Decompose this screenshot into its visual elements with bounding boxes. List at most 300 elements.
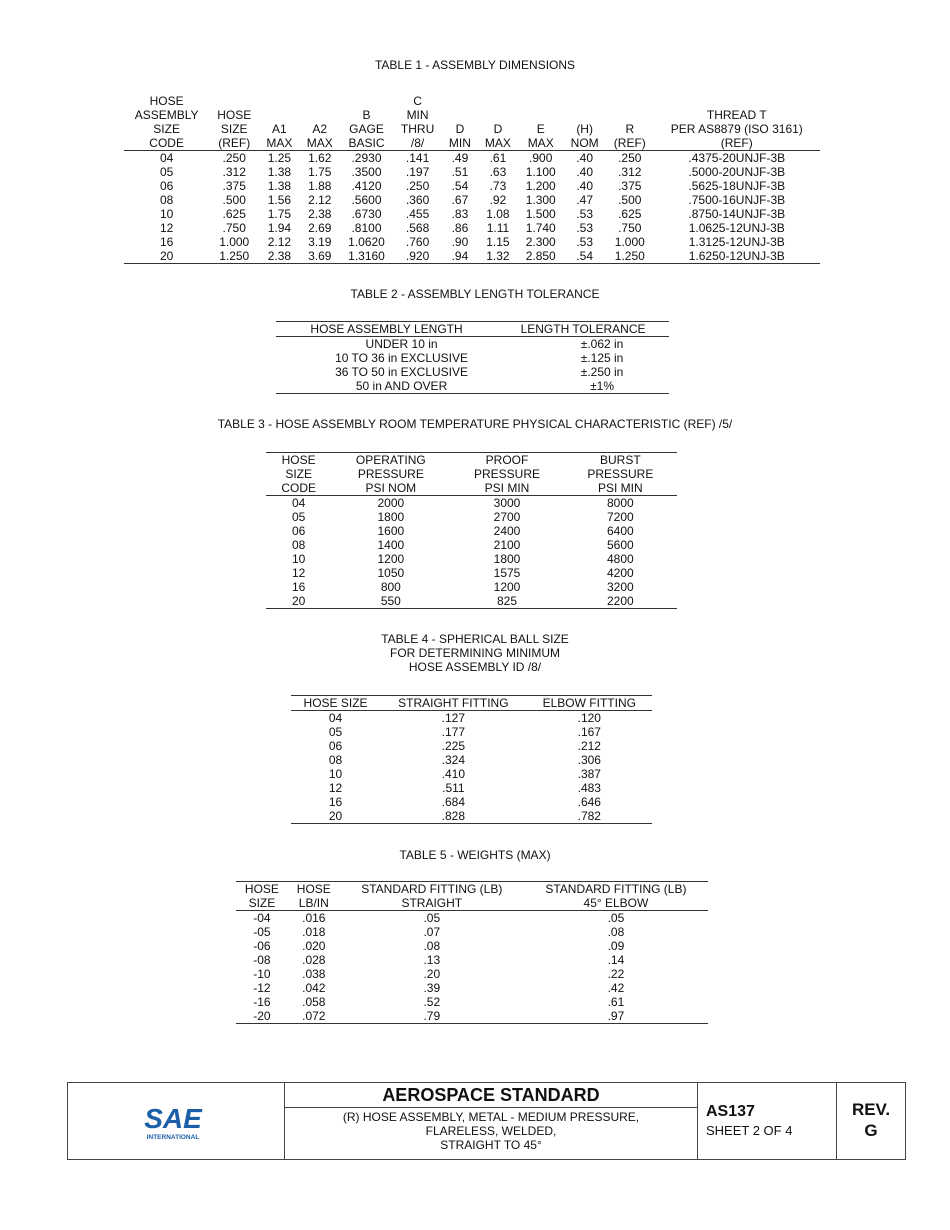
t3-cell: 550	[331, 594, 450, 609]
t1-cell: .40	[576, 179, 593, 193]
t5-cell: -16	[253, 995, 271, 1009]
t1-cell: 1.200	[525, 179, 556, 193]
t1-cell: .568	[405, 221, 430, 235]
t1-cell: .54	[451, 179, 469, 193]
t1-cell: .250	[222, 151, 246, 165]
t5-cell: .05	[423, 911, 441, 925]
t2-cell: ±.062 in	[580, 337, 624, 351]
table-row	[276, 379, 669, 394]
subtitle-line-1: (R) HOSE ASSEMBLY, METAL - MEDIUM PRESSURE,	[342, 1110, 640, 1124]
t1-header-cell: MAX	[478, 136, 518, 151]
table4-title-line-1: TABLE 4 - SPHERICAL BALL SIZE	[381, 632, 569, 646]
table-row	[124, 221, 820, 235]
t4-cell: 12	[328, 781, 343, 795]
t1-cell: .360	[405, 193, 430, 207]
t1-header-cell: NOM	[563, 136, 606, 151]
t1-header-cell	[606, 108, 654, 122]
t1-header-cell: MIN	[406, 108, 429, 122]
t5-cell: .058	[302, 995, 326, 1009]
t1-header-cell: B	[362, 108, 371, 122]
t2-cell: ±.125 in	[580, 351, 624, 365]
t1-cell: 1.250	[606, 249, 654, 264]
t5-header-cell: SIZE	[236, 896, 288, 911]
t1-cell: .40	[576, 151, 593, 165]
t1-cell: 08	[159, 193, 174, 207]
t5-cell: .13	[423, 953, 441, 967]
t1-cell: .312	[222, 165, 246, 179]
t1-cell: .455	[405, 207, 430, 221]
table2-title: TABLE 2 - ASSEMBLY LENGTH TOLERANCE	[350, 287, 600, 301]
t1-cell: .3500	[351, 165, 382, 179]
t5-cell: .61	[607, 995, 625, 1009]
t1-cell: 1.75	[267, 207, 292, 221]
t1-cell: .92	[489, 193, 507, 207]
t4-cell: .177	[441, 725, 466, 739]
t1-cell: 1.32	[478, 249, 518, 264]
t1-header-cell: HOSE	[149, 94, 184, 108]
t1-cell: 2.12	[267, 235, 292, 249]
t1-cell: .920	[393, 249, 442, 264]
t1-cell: .53	[576, 207, 593, 221]
t3-cell: 05	[291, 510, 306, 524]
t1-header-cell	[340, 94, 393, 108]
t1-cell: .54	[563, 249, 606, 264]
t3-cell: 3000	[493, 496, 521, 510]
t3-cell: 1800	[377, 510, 405, 524]
table-row	[124, 207, 820, 221]
t4-cell: .483	[577, 781, 601, 795]
t1-cell: 2.38	[308, 207, 332, 221]
t1-cell: .5600	[351, 193, 382, 207]
t3-cell: 16	[291, 580, 306, 594]
t3-header-cell: HOSE	[266, 453, 331, 468]
t3-cell: 7200	[606, 510, 634, 524]
table-row	[124, 165, 820, 179]
t1-cell: .5625-18UNJF-3B	[688, 179, 786, 193]
t4-cell: .306	[577, 753, 601, 767]
standard-title-cell	[285, 1083, 698, 1159]
t3-header-row	[266, 467, 677, 481]
t5-cell: -20	[236, 1009, 288, 1024]
t1-cell: 1.100	[525, 165, 556, 179]
t3-cell: 04	[291, 496, 306, 510]
t5-cell: .016	[302, 911, 326, 925]
t1-cell: .8750-14UNJF-3B	[688, 207, 786, 221]
t1-header-cell: CODE	[124, 136, 209, 151]
t1-cell: .500	[618, 193, 642, 207]
t3-header-cell: CODE	[266, 481, 331, 496]
t5-header-cell: STANDARD FITTING (LB)	[340, 882, 524, 897]
t1-header-cell: (REF)	[606, 136, 654, 151]
t3-cell: 2100	[493, 538, 521, 552]
table-row	[236, 1009, 708, 1024]
table-row	[291, 753, 652, 767]
t4-cell: .324	[441, 753, 466, 767]
t3-cell: 800	[380, 580, 401, 594]
t1-cell: 1.25	[267, 151, 292, 165]
t1-header-cell: MIN	[442, 136, 478, 151]
table-row	[291, 767, 652, 781]
t1-cell: .83	[451, 207, 469, 221]
t3-cell: 12	[291, 566, 306, 580]
table-row	[236, 939, 708, 953]
t1-cell: .49	[451, 151, 469, 165]
t1-cell: .53	[576, 235, 593, 249]
t3-cell: 825	[450, 594, 563, 609]
t2-header-tolerance: LENGTH TOLERANCE	[497, 322, 669, 337]
t1-cell: 1.08	[486, 207, 510, 221]
t1-header-cell: D	[493, 122, 503, 136]
table-row	[236, 925, 708, 939]
t4-header-hose-size: HOSE SIZE	[291, 696, 380, 711]
table-row	[124, 235, 820, 249]
t1-header-cell: D	[455, 122, 465, 136]
t1-cell: .63	[489, 165, 507, 179]
t1-cell: .625	[618, 207, 642, 221]
t3-header-cell: PRESSURE	[473, 467, 541, 481]
t1-header-cell: MAX	[518, 136, 563, 151]
t4-cell: 06	[328, 739, 343, 753]
t1-cell: .375	[222, 179, 246, 193]
t1-cell: 1.62	[308, 151, 332, 165]
t1-cell: 1.000	[614, 235, 645, 249]
t1-cell: .51	[451, 165, 469, 179]
t2-cell: UNDER 10 in	[365, 337, 438, 351]
subtitle-line-3: STRAIGHT TO 45°	[440, 1138, 542, 1152]
t5-cell: -04	[253, 911, 271, 925]
table-row	[236, 911, 708, 926]
t4-cell: .410	[441, 767, 466, 781]
table-row	[266, 566, 677, 580]
t4-cell: .225	[441, 739, 466, 753]
table-row	[276, 351, 669, 365]
t5-cell: .14	[607, 953, 625, 967]
t4-cell: .127	[441, 711, 466, 725]
table-row	[236, 967, 708, 981]
t5-header-cell: STANDARD FITTING (LB)	[524, 882, 708, 897]
t1-cell: .4375-20UNJF-3B	[688, 151, 786, 165]
t1-header-cell: MAX	[300, 136, 340, 151]
t1-cell: 1.38	[267, 165, 292, 179]
t5-cell: .79	[340, 1009, 524, 1024]
t1-header-cell	[518, 108, 563, 122]
t3-header-cell: PSI NOM	[331, 481, 450, 496]
table-row	[266, 538, 677, 552]
t1-cell: 2.69	[308, 221, 332, 235]
t1-cell: 1.56	[267, 193, 292, 207]
t1-cell: .197	[405, 165, 430, 179]
t1-cell: 2.12	[308, 193, 332, 207]
t1-header-cell	[259, 108, 299, 122]
t1-header-row	[124, 94, 820, 108]
t5-cell: .042	[302, 981, 326, 995]
t1-header-cell: (REF)	[209, 136, 259, 151]
t1-cell: 2.300	[525, 235, 556, 249]
title-block	[67, 1082, 906, 1160]
t2-cell: 50 in AND OVER	[276, 379, 497, 394]
t1-cell: .86	[451, 221, 469, 235]
t1-cell: 1.740	[525, 221, 556, 235]
t1-header-cell	[606, 94, 654, 108]
t5-cell: .038	[302, 967, 326, 981]
t5-cell: .072	[288, 1009, 340, 1024]
t1-header-cell: HOSE	[217, 108, 252, 122]
t3-cell: 6400	[606, 524, 634, 538]
table-row	[291, 781, 652, 795]
t1-cell: .90	[451, 235, 469, 249]
t1-cell: .750	[222, 221, 246, 235]
t1-cell: .4120	[351, 179, 382, 193]
t1-header-cell	[518, 94, 563, 108]
table-row	[276, 337, 669, 352]
t3-header-cell: PSI MIN	[450, 481, 563, 496]
table-row	[266, 594, 677, 609]
t1-header-row	[124, 108, 820, 122]
t3-header-cell: OPERATING	[331, 453, 450, 468]
t5-header-cell: LB/IN	[288, 896, 340, 911]
t1-cell: .40	[576, 165, 593, 179]
table-row	[291, 725, 652, 739]
t1-header-cell: GAGE	[349, 122, 384, 136]
t1-cell: 2.850	[518, 249, 563, 264]
t1-cell: .375	[618, 179, 642, 193]
t5-cell: .52	[423, 995, 441, 1009]
t5-cell: .20	[423, 967, 441, 981]
logo-cell	[68, 1083, 285, 1159]
physical-characteristic-table	[266, 452, 677, 609]
t2-cell: ±.250 in	[580, 365, 624, 379]
t5-cell: .05	[607, 911, 625, 925]
t1-header-cell: SIZE	[153, 122, 180, 136]
t1-header-cell: A1	[272, 122, 287, 136]
subtitle-line-2: FLARELESS, WELDED,	[425, 1124, 557, 1138]
t3-cell: 10	[291, 552, 306, 566]
t1-cell: 1.3160	[340, 249, 393, 264]
t5-cell: -06	[253, 939, 271, 953]
t1-header-cell	[442, 108, 478, 122]
t5-cell: -12	[253, 981, 271, 995]
t1-header-cell: E	[536, 122, 545, 136]
t1-cell: 1.11	[486, 221, 510, 235]
t1-cell: 1.250	[209, 249, 259, 264]
t1-cell: 04	[159, 151, 174, 165]
t1-cell: .73	[489, 179, 507, 193]
t1-header-cell	[259, 94, 299, 108]
weights-table	[236, 881, 708, 1024]
t1-cell: 1.300	[525, 193, 556, 207]
table4-title-line-2: FOR DETERMINING MINIMUM	[390, 646, 560, 660]
t4-cell: .511	[442, 781, 465, 795]
t5-cell: .028	[302, 953, 326, 967]
t3-cell: 1600	[377, 524, 405, 538]
t1-header-cell	[654, 94, 820, 108]
revision-value: G	[864, 1121, 878, 1140]
t2-cell: 36 TO 50 in EXCLUSIVE	[335, 365, 469, 379]
t1-header-cell: PER AS8879 (ISO 3161)	[670, 122, 803, 136]
t3-header-row	[266, 481, 677, 496]
t5-cell: .020	[302, 939, 326, 953]
t1-header-row	[124, 122, 820, 136]
t3-cell: 2400	[493, 524, 521, 538]
table-row	[291, 711, 652, 726]
t5-header-cell: STRAIGHT	[340, 896, 524, 911]
t3-header-cell: BURST	[564, 453, 677, 468]
document-number: AS137	[706, 1103, 755, 1120]
t1-header-cell: SIZE	[220, 122, 248, 136]
t1-header-row	[124, 136, 820, 151]
t1-header-cell: BASIC	[340, 136, 393, 151]
t3-cell: 1200	[377, 552, 405, 566]
table-row	[266, 496, 677, 511]
t3-cell: 1800	[493, 552, 521, 566]
t1-cell: .5000-20UNJF-3B	[688, 165, 786, 179]
t1-cell: 1.75	[308, 165, 332, 179]
t5-cell: .08	[423, 939, 441, 953]
t1-cell: .7500-16UNJF-3B	[688, 193, 786, 207]
t1-cell: 1.88	[308, 179, 332, 193]
table4-title-line-3: HOSE ASSEMBLY ID /8/	[408, 660, 542, 674]
revision	[837, 1099, 905, 1141]
table-row	[236, 953, 708, 967]
table-row	[266, 524, 677, 538]
t1-header-cell: THREAD T	[706, 108, 767, 122]
t2-cell: ±1%	[497, 379, 669, 394]
t1-cell: 1.500	[525, 207, 556, 221]
sae-logo	[138, 1101, 208, 1141]
t3-cell: 2000	[377, 496, 405, 510]
t3-cell: 2200	[564, 594, 677, 609]
t1-cell: 1.15	[486, 235, 510, 249]
t1-header-cell: /8/	[393, 136, 442, 151]
t5-cell: .018	[302, 925, 326, 939]
t3-cell: 8000	[606, 496, 634, 510]
t1-header-cell	[300, 108, 340, 122]
table-row	[266, 580, 677, 594]
t1-cell: .750	[618, 221, 642, 235]
t5-cell: .07	[423, 925, 441, 939]
t1-cell: .67	[451, 193, 469, 207]
t1-cell: .250	[618, 151, 642, 165]
t4-cell: 10	[328, 767, 343, 781]
t3-cell: 2700	[493, 510, 521, 524]
t4-cell: .782	[527, 809, 652, 824]
t1-cell: .47	[576, 193, 593, 207]
t1-header-cell: THRU	[400, 122, 435, 136]
t1-cell: 16	[159, 235, 174, 249]
t1-cell: .8100	[351, 221, 382, 235]
t1-header-cell: ASSEMBLY	[134, 108, 199, 122]
t1-cell: 12	[159, 221, 174, 235]
assembly-dimensions-table	[124, 94, 820, 264]
t1-cell: .900	[529, 151, 553, 165]
t4-cell: 04	[328, 711, 343, 725]
table-row	[266, 552, 677, 566]
t1-cell: .2930	[351, 151, 382, 165]
t5-cell: -10	[253, 967, 271, 981]
t4-cell: 20	[291, 809, 380, 824]
t4-cell: 16	[328, 795, 343, 809]
table-row	[236, 981, 708, 995]
t1-header-cell: A2	[312, 122, 328, 136]
length-tolerance-table	[276, 321, 669, 394]
t2-cell: 10 TO 36 in EXCLUSIVE	[335, 351, 469, 365]
t3-cell: 06	[291, 524, 306, 538]
t4-cell: .684	[441, 795, 466, 809]
t1-cell: .312	[618, 165, 642, 179]
t5-cell: -08	[253, 953, 271, 967]
t1-header-cell	[563, 108, 606, 122]
t4-cell: .120	[577, 711, 601, 725]
t4-cell: .387	[577, 767, 601, 781]
t1-cell: 3.19	[308, 235, 332, 249]
t5-header-cell: HOSE	[236, 882, 288, 897]
t3-header-cell: SIZE	[285, 467, 312, 481]
t3-cell: 1200	[493, 580, 521, 594]
t1-header-cell: (REF)	[654, 136, 820, 151]
t1-cell: .141	[405, 151, 430, 165]
table3-title: TABLE 3 - HOSE ASSEMBLY ROOM TEMPERATURE PHYSICAL CHARACTERISTIC (REF) /5/	[217, 417, 733, 431]
standard-title: AEROSPACE STANDARD	[285, 1083, 697, 1108]
t5-cell: .22	[607, 967, 625, 981]
t3-cell: 5600	[606, 538, 634, 552]
t4-header-straight: STRAIGHT FITTING	[380, 696, 527, 711]
table1-title: TABLE 1 - ASSEMBLY DIMENSIONS	[374, 58, 576, 72]
t3-cell: 4200	[606, 566, 634, 580]
t5-header-cell: 45° ELBOW	[524, 896, 708, 911]
spherical-ball-size-table	[291, 695, 652, 824]
t3-cell: 08	[291, 538, 306, 552]
t1-cell: .250	[405, 179, 430, 193]
table-row	[266, 510, 677, 524]
t1-cell: .94	[442, 249, 478, 264]
t5-cell: .09	[607, 939, 625, 953]
t5-cell: .08	[607, 925, 625, 939]
t3-cell: 4800	[606, 552, 634, 566]
t1-cell: 1.94	[267, 221, 292, 235]
t1-cell: 1.000	[219, 235, 250, 249]
t1-cell: 1.0620	[348, 235, 385, 249]
t1-cell: 2.38	[259, 249, 299, 264]
table-row	[291, 809, 652, 824]
t1-header-cell: (H)	[576, 122, 593, 136]
t5-cell: .39	[423, 981, 441, 995]
t3-header-cell: PSI MIN	[564, 481, 677, 496]
table5-title: TABLE 5 - WEIGHTS (MAX)	[399, 848, 551, 862]
table-row	[124, 193, 820, 207]
t1-cell: 06	[159, 179, 174, 193]
t3-header-cell: PROOF	[450, 453, 563, 468]
t1-cell: .625	[222, 207, 246, 221]
table-row	[236, 995, 708, 1009]
t1-cell: .53	[576, 221, 593, 235]
t5-cell: .42	[607, 981, 625, 995]
t1-cell: 05	[159, 165, 174, 179]
t1-cell: 1.38	[267, 179, 292, 193]
t5-header-cell: HOSE	[288, 882, 340, 897]
table-row	[291, 795, 652, 809]
t3-cell: 20	[266, 594, 331, 609]
t1-cell: 3.69	[300, 249, 340, 264]
sae-logo-text: SAE	[144, 1103, 202, 1134]
t4-cell: .828	[380, 809, 527, 824]
t1-cell: .500	[222, 193, 246, 207]
table-row	[276, 365, 669, 379]
t1-cell: 1.0625-12UNJ-3B	[688, 221, 785, 235]
t1-cell: 1.6250-12UNJ-3B	[654, 249, 820, 264]
t1-header-cell	[209, 94, 259, 108]
t1-header-cell: R	[625, 122, 635, 136]
t4-cell: .212	[577, 739, 601, 753]
